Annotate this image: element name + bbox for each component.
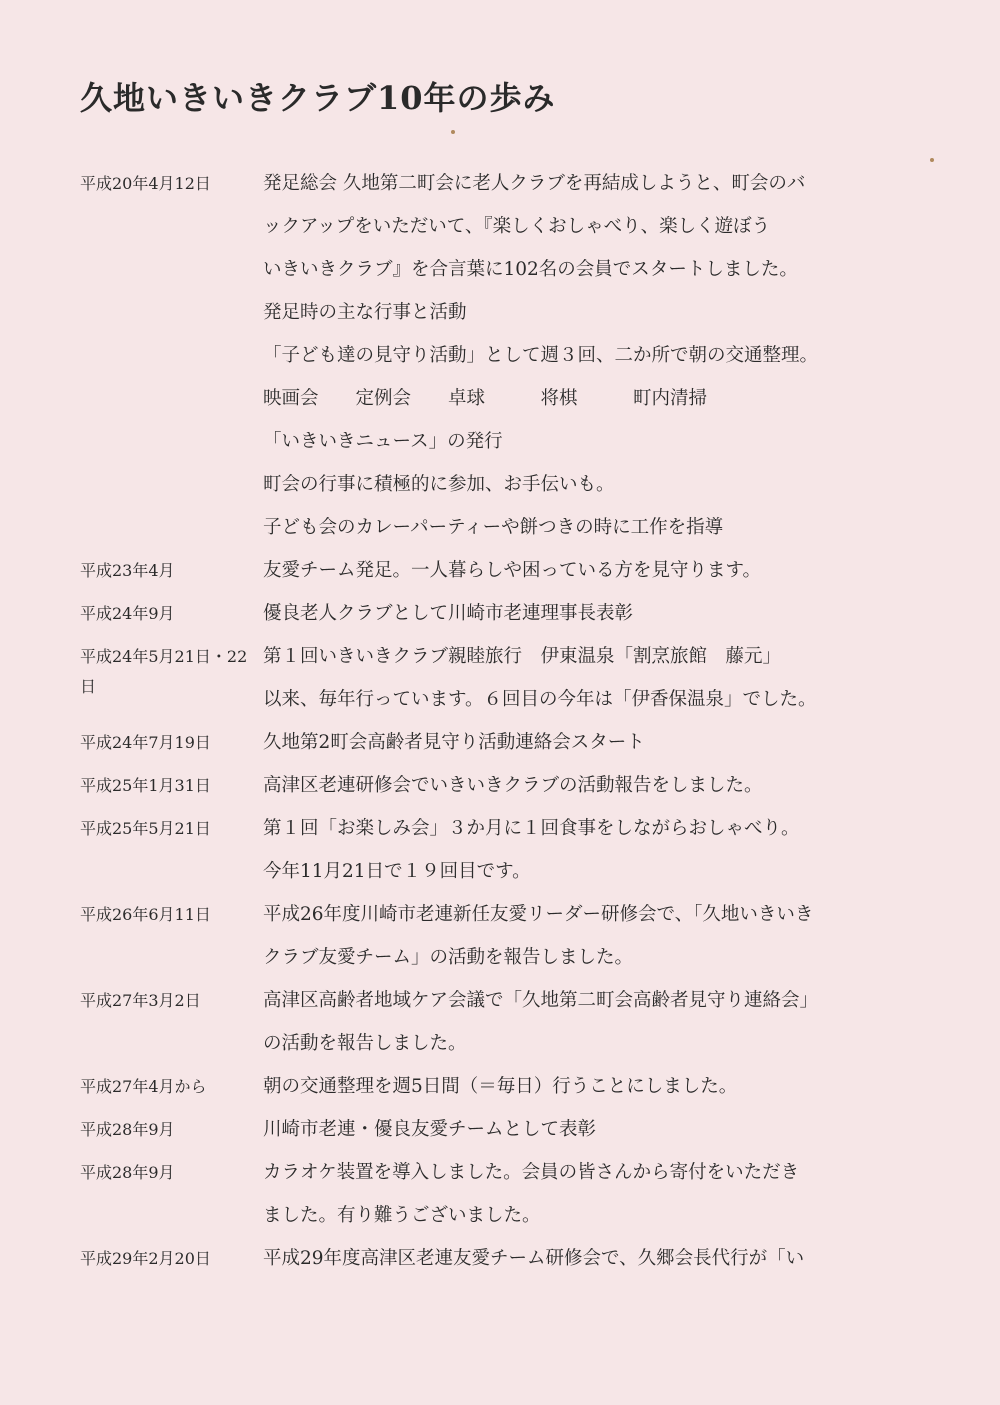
timeline-list [0,169,1000,1287]
entry-date: 平成27年3月2日 [80,991,201,1010]
entry-line: 友愛チーム発足。一人暮らしや困っている方を見守ります。 [263,560,762,581]
entry-date: 平成28年9月 [80,1163,175,1182]
entry-description [263,728,903,771]
entry-line: 川崎市老連・優良友愛チームとして表彰 [263,1119,597,1140]
entry-line: 優良老人クラブとして川崎市老連理事長表彰 [263,603,634,624]
entry-line: 第１回いきいきクラブ親睦旅行 伊東温泉「割烹旅館 藤元」 [263,646,782,667]
scan-speck [451,130,455,134]
entry-date: 平成25年5月21日 [80,819,211,838]
entry-description [263,986,903,1072]
timeline-entry [0,900,1000,986]
entry-line: 発足総会 久地第二町会に老人クラブを再結成しようと、町会のバ [263,173,806,194]
entry-line: 今年11月21日で１９回目です。 [263,861,531,882]
timeline-entry [0,599,1000,642]
entry-date: 平成27年4月から [80,1077,207,1096]
entry-line: 「子ども達の見守り活動」として週３回、二か所で朝の交通整理。 [263,345,819,366]
entry-description [263,814,903,900]
entry-line: 発足時の主な行事と活動 [263,302,467,323]
entry-description [263,771,903,814]
timeline-entry [0,728,1000,771]
entry-line: 町会の行事に積極的に参加、お手伝いも。 [263,474,615,495]
timeline-entry [0,169,1000,556]
entry-date: 平成26年6月11日 [80,905,211,924]
page-title: 久地いきいきクラブ10年の歩み [80,79,556,117]
entry-line: 以来、毎年行っています。６回目の今年は「伊香保温泉」でした。 [263,689,817,710]
entry-line: いきいきクラブ』を合言葉に102名の会員でスタートしました。 [263,259,798,280]
entry-date: 平成24年9月 [80,604,175,623]
entry-description [263,1244,903,1287]
entry-description [263,1072,903,1115]
entry-date: 平成29年2月20日 [80,1249,211,1268]
entry-description [263,169,903,556]
entry-line: 平成26年度川崎市老連新任友愛リーダー研修会で、「久地いきいき [263,904,814,925]
entry-line: クラブ友愛チーム」の活動を報告しました。 [263,947,634,968]
entry-line: 子ども会のカレーパーティーや餅つきの時に工作を指導 [263,517,724,538]
entry-description [263,599,903,642]
entry-line: の活動を報告しました。 [263,1033,467,1054]
entry-line: ックアップをいただいて、『楽しくおしゃべり、楽しく遊ぼう [263,216,771,237]
entry-date: 平成25年1月31日 [80,776,211,795]
entry-date: 平成28年9月 [80,1120,175,1139]
entry-date: 平成24年7月19日 [80,733,211,752]
timeline-entry [0,642,1000,728]
timeline-entry [0,1244,1000,1287]
entry-line: 高津区高齢者地域ケア会議で「久地第二町会高齢者見守り連絡会」 [263,990,819,1011]
entry-description [263,556,903,599]
entry-description [263,1158,903,1244]
entry-line: 第１回「お楽しみ会」３か月に１回食事をしながらおしゃべり。 [263,818,800,839]
entry-line: カラオケ装置を導入しました。会員の皆さんから寄付をいただき [263,1162,800,1183]
timeline-entry [0,814,1000,900]
entry-line: 高津区老連研修会でいきいきクラブの活動報告をしました。 [263,775,763,796]
entry-line: ました。有り難うございました。 [263,1205,541,1226]
timeline-entry [0,1072,1000,1115]
entry-line: 「いきいきニュース」の発行 [263,431,503,452]
timeline-entry [0,1158,1000,1244]
entry-description [263,900,903,986]
entry-description [263,642,903,728]
entry-description [263,1115,903,1158]
entry-line: 久地第2町会高齢者見守り活動連絡会スタート [263,732,645,753]
entry-date: 平成23年4月 [80,561,175,580]
entry-line: 朝の交通整理を週5日間（＝毎日）行うことにしました。 [263,1076,738,1097]
timeline-entry [0,556,1000,599]
scan-speck [930,158,934,162]
entry-line: 映画会 定例会 卓球 将棋 町内清掃 [263,388,708,409]
timeline-entry [0,771,1000,814]
entry-line: 平成29年度高津区老連友愛チーム研修会で、久郷会長代行が「い [263,1248,805,1269]
timeline-entry [0,1115,1000,1158]
timeline-entry [0,986,1000,1072]
entry-date: 平成24年5月21日・22日 [80,647,248,696]
entry-date: 平成20年4月12日 [80,174,211,193]
